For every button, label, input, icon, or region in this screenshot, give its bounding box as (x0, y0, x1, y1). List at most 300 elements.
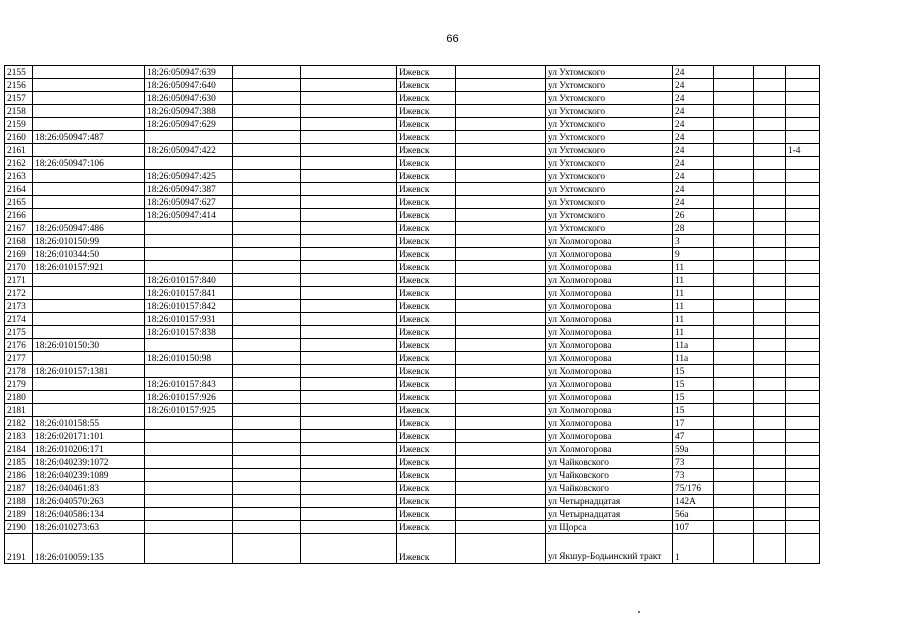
blank-cell (233, 456, 301, 469)
blank-cell (301, 248, 397, 261)
cadastral-number-cell: 18:26:010059:135 (33, 534, 145, 564)
table-row (5, 92, 820, 105)
cadastral-number-cell: 18:26:040586:134 (33, 508, 145, 521)
cadastral-number-secondary-cell (145, 222, 233, 235)
cadastral-number-cell: 18:26:050947:487 (33, 131, 145, 144)
row-number-cell: 2182 (5, 417, 33, 430)
blank-cell (714, 508, 754, 521)
blank-cell (714, 326, 754, 339)
cadastral-number-cell (33, 79, 145, 92)
apartment-cell (786, 534, 820, 564)
cadastral-number-secondary-cell: 18:26:010157:931 (145, 313, 233, 326)
blank-cell (456, 261, 546, 274)
city-cell: Ижевск (397, 430, 456, 443)
cadastral-number-secondary-cell (145, 261, 233, 274)
street-cell: ул Холмогорова (546, 443, 673, 456)
blank-cell (456, 404, 546, 417)
street-cell: ул Холмогорова (546, 365, 673, 378)
blank-cell (233, 352, 301, 365)
apartment-cell (786, 404, 820, 417)
row-number-cell: 2163 (5, 170, 33, 183)
house-number-cell: 11 (673, 274, 714, 287)
cadastral-number-cell: 18:26:050947:106 (33, 157, 145, 170)
blank-cell (233, 274, 301, 287)
blank-cell (301, 352, 397, 365)
blank-cell (714, 339, 754, 352)
registry-rows (5, 66, 820, 564)
blank-cell (233, 287, 301, 300)
cadastral-number-secondary-cell: 18:26:010157:843 (145, 378, 233, 391)
blank-cell (714, 482, 754, 495)
city-cell: Ижевск (397, 352, 456, 365)
blank-cell (233, 469, 301, 482)
blank-cell (301, 521, 397, 534)
apartment-cell (786, 495, 820, 508)
blank-cell (301, 144, 397, 157)
apartment-cell (786, 79, 820, 92)
blank-cell (301, 300, 397, 313)
street-cell: ул Ухтомского (546, 157, 673, 170)
cadastral-number-cell: 18:26:010157:1381 (33, 365, 145, 378)
blank-cell (754, 443, 786, 456)
cadastral-number-secondary-cell (145, 482, 233, 495)
blank-cell (754, 300, 786, 313)
street-cell: ул Холмогорова (546, 300, 673, 313)
house-number-cell: 24 (673, 66, 714, 79)
cadastral-number-cell: 18:26:010150:30 (33, 339, 145, 352)
row-number-cell: 2158 (5, 105, 33, 118)
street-cell: ул Ухтомского (546, 105, 673, 118)
street-cell: ул Холмогорова (546, 430, 673, 443)
blank-cell (714, 79, 754, 92)
apartment-cell (786, 92, 820, 105)
blank-cell (714, 404, 754, 417)
blank-cell (456, 326, 546, 339)
scan-speck (638, 611, 640, 613)
cadastral-number-cell (33, 118, 145, 131)
table-row (5, 144, 820, 157)
blank-cell (456, 196, 546, 209)
blank-cell (456, 274, 546, 287)
blank-cell (301, 417, 397, 430)
table-row (5, 248, 820, 261)
blank-cell (456, 66, 546, 79)
cadastral-number-cell: 18:26:050947:486 (33, 222, 145, 235)
blank-cell (754, 365, 786, 378)
apartment-cell (786, 508, 820, 521)
street-cell: ул Холмогорова (546, 352, 673, 365)
table-row (5, 508, 820, 521)
street-cell: ул Холмогорова (546, 326, 673, 339)
house-number-cell: 9 (673, 248, 714, 261)
blank-cell (233, 248, 301, 261)
blank-cell (301, 287, 397, 300)
blank-cell (456, 157, 546, 170)
row-number-cell: 2160 (5, 131, 33, 144)
blank-cell (754, 326, 786, 339)
table-row (5, 443, 820, 456)
table-row (5, 170, 820, 183)
table-row (5, 469, 820, 482)
street-cell: ул Ухтомского (546, 118, 673, 131)
blank-cell (456, 131, 546, 144)
blank-cell (233, 430, 301, 443)
blank-cell (233, 144, 301, 157)
blank-cell (233, 443, 301, 456)
city-cell: Ижевск (397, 235, 456, 248)
blank-cell (754, 482, 786, 495)
blank-cell (301, 170, 397, 183)
cadastral-number-secondary-cell: 18:26:050947:414 (145, 209, 233, 222)
street-cell: ул Четырнадцатая (546, 495, 673, 508)
blank-cell (233, 495, 301, 508)
blank-cell (754, 92, 786, 105)
cadastral-number-secondary-cell (145, 131, 233, 144)
blank-cell (456, 287, 546, 300)
blank-cell (714, 183, 754, 196)
blank-cell (233, 326, 301, 339)
cadastral-number-cell: 18:26:010344:50 (33, 248, 145, 261)
city-cell: Ижевск (397, 443, 456, 456)
house-number-cell: 24 (673, 183, 714, 196)
row-number-cell: 2181 (5, 404, 33, 417)
cadastral-number-secondary-cell (145, 417, 233, 430)
cadastral-number-secondary-cell (145, 456, 233, 469)
blank-cell (301, 105, 397, 118)
blank-cell (714, 495, 754, 508)
house-number-cell: 11 (673, 261, 714, 274)
cadastral-number-cell: 18:26:010150:99 (33, 235, 145, 248)
cadastral-number-cell: 18:26:040461:83 (33, 482, 145, 495)
apartment-cell (786, 157, 820, 170)
house-number-cell: 15 (673, 391, 714, 404)
blank-cell (301, 157, 397, 170)
row-number-cell: 2169 (5, 248, 33, 261)
city-cell: Ижевск (397, 300, 456, 313)
table-row (5, 300, 820, 313)
blank-cell (754, 170, 786, 183)
blank-cell (233, 534, 301, 564)
row-number-cell: 2172 (5, 287, 33, 300)
blank-cell (714, 300, 754, 313)
city-cell: Ижевск (397, 508, 456, 521)
table-row (5, 313, 820, 326)
apartment-cell (786, 378, 820, 391)
city-cell: Ижевск (397, 404, 456, 417)
street-cell: ул Холмогорова (546, 417, 673, 430)
table-row (5, 482, 820, 495)
blank-cell (233, 196, 301, 209)
street-cell: ул Ухтомского (546, 144, 673, 157)
cadastral-number-cell: 18:26:010273:63 (33, 521, 145, 534)
apartment-cell (786, 131, 820, 144)
blank-cell (714, 170, 754, 183)
blank-cell (714, 469, 754, 482)
house-number-cell: 59а (673, 443, 714, 456)
house-number-cell: 73 (673, 469, 714, 482)
city-cell: Ижевск (397, 79, 456, 92)
blank-cell (456, 300, 546, 313)
cadastral-number-secondary-cell: 18:26:010157:838 (145, 326, 233, 339)
city-cell: Ижевск (397, 313, 456, 326)
street-cell: ул Ухтомского (546, 92, 673, 105)
blank-cell (456, 534, 546, 564)
street-cell: ул Якшур-Бодьинский тракт (546, 534, 673, 564)
blank-cell (754, 534, 786, 564)
street-cell: ул Холмогорова (546, 274, 673, 287)
apartment-cell (786, 118, 820, 131)
blank-cell (456, 235, 546, 248)
table-row (5, 378, 820, 391)
house-number-cell: 3 (673, 235, 714, 248)
blank-cell (714, 443, 754, 456)
blank-cell (754, 157, 786, 170)
row-number-cell: 2164 (5, 183, 33, 196)
street-cell: ул Ухтомского (546, 66, 673, 79)
house-number-cell: 142А (673, 495, 714, 508)
street-cell: ул Ухтомского (546, 222, 673, 235)
blank-cell (456, 391, 546, 404)
city-cell: Ижевск (397, 92, 456, 105)
blank-cell (456, 118, 546, 131)
cadastral-number-cell: 18:26:020171:101 (33, 430, 145, 443)
apartment-cell (786, 300, 820, 313)
cadastral-number-secondary-cell (145, 157, 233, 170)
blank-cell (301, 118, 397, 131)
blank-cell (714, 456, 754, 469)
blank-cell (456, 521, 546, 534)
table-row (5, 222, 820, 235)
apartment-cell (786, 417, 820, 430)
blank-cell (754, 352, 786, 365)
blank-cell (754, 521, 786, 534)
blank-cell (456, 313, 546, 326)
blank-cell (754, 430, 786, 443)
blank-cell (456, 443, 546, 456)
cadastral-number-cell (33, 92, 145, 105)
blank-cell (301, 183, 397, 196)
house-number-cell: 24 (673, 196, 714, 209)
cadastral-number-cell (33, 287, 145, 300)
blank-cell (714, 235, 754, 248)
blank-cell (233, 365, 301, 378)
cadastral-number-secondary-cell: 18:26:050947:630 (145, 92, 233, 105)
cadastral-number-cell: 18:26:010206:171 (33, 443, 145, 456)
blank-cell (233, 417, 301, 430)
blank-cell (754, 391, 786, 404)
house-number-cell: 107 (673, 521, 714, 534)
apartment-cell (786, 287, 820, 300)
cadastral-number-secondary-cell (145, 339, 233, 352)
blank-cell (714, 352, 754, 365)
page-number: 66 (446, 33, 459, 45)
street-cell: ул Чайковского (546, 456, 673, 469)
house-number-cell: 47 (673, 430, 714, 443)
blank-cell (714, 378, 754, 391)
table-row (5, 274, 820, 287)
blank-cell (301, 469, 397, 482)
blank-cell (456, 222, 546, 235)
blank-cell (233, 157, 301, 170)
house-number-cell: 17 (673, 417, 714, 430)
house-number-cell: 15 (673, 378, 714, 391)
cadastral-number-cell (33, 66, 145, 79)
cadastral-number-secondary-cell (145, 248, 233, 261)
city-cell: Ижевск (397, 157, 456, 170)
city-cell: Ижевск (397, 183, 456, 196)
blank-cell (754, 235, 786, 248)
cadastral-number-cell (33, 274, 145, 287)
cadastral-number-secondary-cell: 18:26:010157:925 (145, 404, 233, 417)
cadastral-number-cell (33, 352, 145, 365)
city-cell: Ижевск (397, 274, 456, 287)
apartment-cell (786, 222, 820, 235)
blank-cell (301, 313, 397, 326)
blank-cell (233, 391, 301, 404)
blank-cell (754, 209, 786, 222)
cadastral-number-cell (33, 170, 145, 183)
city-cell: Ижевск (397, 66, 456, 79)
apartment-cell (786, 261, 820, 274)
blank-cell (456, 339, 546, 352)
street-cell: ул Холмогорова (546, 378, 673, 391)
house-number-cell: 24 (673, 118, 714, 131)
house-number-cell: 11 (673, 326, 714, 339)
row-number-cell: 2189 (5, 508, 33, 521)
city-cell: Ижевск (397, 521, 456, 534)
blank-cell (456, 430, 546, 443)
blank-cell (754, 378, 786, 391)
apartment-cell (786, 391, 820, 404)
blank-cell (754, 274, 786, 287)
house-number-cell: 11 (673, 313, 714, 326)
cadastral-number-cell (33, 196, 145, 209)
blank-cell (456, 482, 546, 495)
cadastral-number-secondary-cell (145, 469, 233, 482)
blank-cell (714, 209, 754, 222)
cadastral-number-secondary-cell: 18:26:010150:98 (145, 352, 233, 365)
cadastral-number-cell (33, 209, 145, 222)
cadastral-number-secondary-cell (145, 521, 233, 534)
cadastral-number-secondary-cell: 18:26:010157:926 (145, 391, 233, 404)
cadastral-number-secondary-cell (145, 508, 233, 521)
blank-cell (714, 105, 754, 118)
house-number-cell: 15 (673, 404, 714, 417)
table-row (5, 326, 820, 339)
row-number-cell: 2168 (5, 235, 33, 248)
street-cell: ул Холмогорова (546, 261, 673, 274)
blank-cell (301, 339, 397, 352)
row-number-cell: 2184 (5, 443, 33, 456)
blank-cell (233, 521, 301, 534)
street-cell: ул Чайковского (546, 469, 673, 482)
blank-cell (714, 430, 754, 443)
row-number-cell: 2187 (5, 482, 33, 495)
street-cell: ул Ухтомского (546, 170, 673, 183)
city-cell: Ижевск (397, 209, 456, 222)
blank-cell (456, 144, 546, 157)
house-number-cell: 11а (673, 339, 714, 352)
blank-cell (301, 92, 397, 105)
apartment-cell (786, 274, 820, 287)
blank-cell (456, 79, 546, 92)
apartment-cell (786, 352, 820, 365)
row-number-cell: 2176 (5, 339, 33, 352)
apartment-cell (786, 196, 820, 209)
blank-cell (233, 300, 301, 313)
row-number-cell: 2162 (5, 157, 33, 170)
house-number-cell: 15 (673, 365, 714, 378)
row-number-cell: 2188 (5, 495, 33, 508)
street-cell: ул Холмогорова (546, 235, 673, 248)
blank-cell (714, 92, 754, 105)
table-row (5, 209, 820, 222)
blank-cell (301, 482, 397, 495)
house-number-cell: 24 (673, 79, 714, 92)
blank-cell (456, 378, 546, 391)
street-cell: ул Холмогорова (546, 287, 673, 300)
house-number-cell: 26 (673, 209, 714, 222)
blank-cell (456, 417, 546, 430)
blank-cell (233, 222, 301, 235)
house-number-cell: 24 (673, 157, 714, 170)
blank-cell (233, 404, 301, 417)
blank-cell (714, 131, 754, 144)
row-number-cell: 2156 (5, 79, 33, 92)
blank-cell (301, 508, 397, 521)
blank-cell (456, 456, 546, 469)
table-row (5, 196, 820, 209)
house-number-cell: 1 (673, 534, 714, 564)
cadastral-number-cell: 18:26:010158:55 (33, 417, 145, 430)
row-number-cell: 2174 (5, 313, 33, 326)
blank-cell (754, 261, 786, 274)
blank-cell (714, 196, 754, 209)
blank-cell (754, 66, 786, 79)
city-cell: Ижевск (397, 144, 456, 157)
row-number-cell: 2180 (5, 391, 33, 404)
table-row (5, 365, 820, 378)
cadastral-number-cell (33, 105, 145, 118)
street-cell: ул Холмогорова (546, 339, 673, 352)
table-row (5, 157, 820, 170)
apartment-cell (786, 443, 820, 456)
cadastral-number-secondary-cell (145, 443, 233, 456)
street-cell: ул Холмогорова (546, 313, 673, 326)
row-number-cell: 2173 (5, 300, 33, 313)
table-row (5, 118, 820, 131)
row-number-cell: 2167 (5, 222, 33, 235)
house-number-cell: 56а (673, 508, 714, 521)
cadastral-number-secondary-cell: 18:26:050947:425 (145, 170, 233, 183)
blank-cell (456, 170, 546, 183)
apartment-cell (786, 209, 820, 222)
blank-cell (714, 287, 754, 300)
table-row (5, 183, 820, 196)
row-number-cell: 2175 (5, 326, 33, 339)
apartment-cell (786, 482, 820, 495)
table-row (5, 391, 820, 404)
city-cell: Ижевск (397, 248, 456, 261)
blank-cell (754, 144, 786, 157)
city-cell: Ижевск (397, 391, 456, 404)
cadastral-number-cell: 18:26:040239:1089 (33, 469, 145, 482)
row-number-cell: 2190 (5, 521, 33, 534)
cadastral-number-cell: 18:26:040570:263 (33, 495, 145, 508)
blank-cell (714, 66, 754, 79)
street-cell: ул Холмогорова (546, 404, 673, 417)
blank-cell (301, 378, 397, 391)
